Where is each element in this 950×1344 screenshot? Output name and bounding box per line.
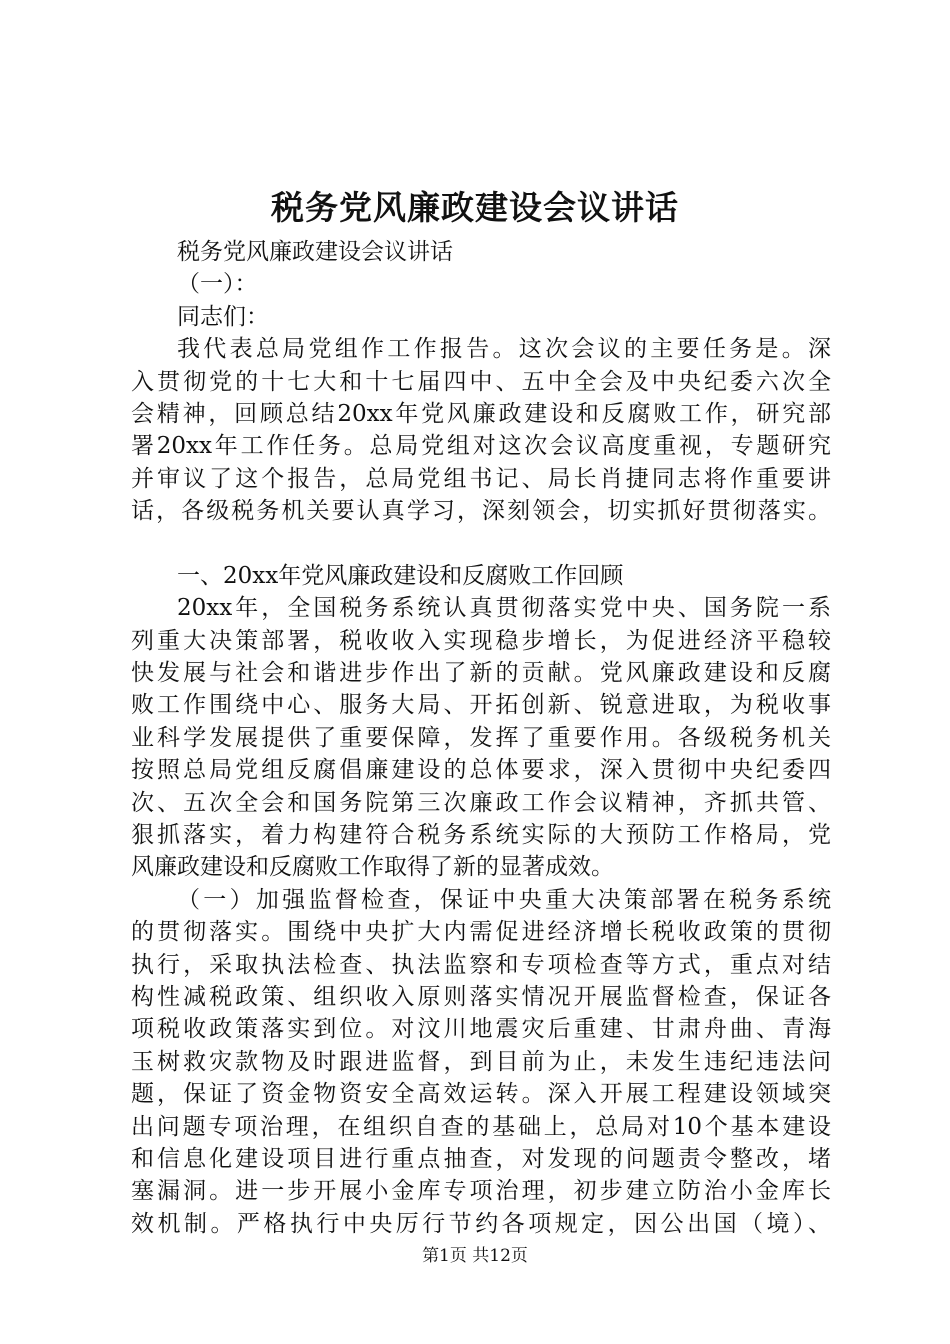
paragraph-line: 玉树救灾款物及时跟进监督，到目前为止，未发生违纪违法问: [131, 1048, 831, 1075]
paragraph-line: 题，保证了资金物资安全高效运转。深入开展工程建设领域突: [131, 1081, 831, 1108]
paragraph-line: 和信息化建设项目进行重点抽查，对发现的问题责令整改，堵: [131, 1145, 831, 1172]
paragraph-line: 20xx年，全国税务系统认真贯彻落实党中央、国务院一系: [177, 595, 831, 622]
paragraph-line: 列重大决策部署，税收收入实现稳步增长，为促进经济平稳较: [131, 627, 831, 654]
blank-line: [131, 528, 831, 560]
paragraph-line: 快发展与社会和谐进步作出了新的贡献。党风廉政建设和反腐: [131, 660, 831, 687]
page-footer: 第1页 共12页: [422, 1246, 528, 1266]
paragraph-line: 会精神，回顾总结20xx年党风廉政建设和反腐败工作，研究部: [131, 400, 831, 427]
subtitle-line: 税务党风廉政建设会议讲话: [177, 239, 453, 265]
paragraph-line: 的贯彻落实。围绕中央扩大内需促进经济增长税收政策的贯彻: [131, 919, 831, 946]
paragraph-line: 业科学发展提供了重要保障，发挥了重要作用。各级税务机关: [131, 724, 831, 751]
paragraph-line: 署20xx年工作任务。总局党组对这次会议高度重视，专题研究: [131, 433, 831, 460]
section-marker-line: （一）：: [177, 271, 258, 298]
document-title: 税务党风廉政建设会议讲话: [271, 188, 679, 227]
section-heading-line: 一、20xx年党风廉政建设和反腐败工作回顾: [177, 562, 624, 589]
paragraph-line: 我代表总局党组作工作报告。这次会议的主要任务是。深: [177, 336, 831, 363]
paragraph-line: （一）加强监督检查，保证中央重大决策部署在税务系统: [177, 886, 831, 913]
paragraph-line: 塞漏洞。进一步开展小金库专项治理，初步建立防治小金库长: [131, 1178, 831, 1205]
paragraph-line: 项税收政策落实到位。对汶川地震灾后重建、甘肃舟曲、青海: [131, 1016, 831, 1043]
paragraph-line: 次、五次全会和国务院第三次廉政工作会议精神，齐抓共管、: [131, 789, 831, 816]
paragraph-line: 效机制。严格执行中央厉行节约各项规定，因公出国（境）、: [131, 1210, 831, 1237]
paragraph-line: 按照总局党组反腐倡廉建设的总体要求，深入贯彻中央纪委四: [131, 757, 831, 784]
paragraph-line: 入贯彻党的十七大和十七届四中、五中全会及中央纪委六次全: [131, 368, 831, 395]
paragraph-line: 败工作围绕中心、服务大局、开拓创新、锐意进取，为税收事: [131, 692, 831, 719]
paragraph-line: 话，各级税务机关要认真学习，深刻领会，切实抓好贯彻落实。: [131, 498, 831, 525]
paragraph-line: 构性减税政策、组织收入原则落实情况开展监督检查，保证各: [131, 983, 831, 1010]
paragraph-line: 执行，采取执法检查、执法监察和专项检查等方式，重点对结: [131, 951, 831, 978]
paragraph-line: 狠抓落实，着力构建符合税务系统实际的大预防工作格局，党: [131, 822, 831, 849]
paragraph-line: 出问题专项治理，在组织自查的基础上，总局对10个基本建设: [131, 1113, 831, 1140]
paragraph-line: 并审议了这个报告，总局党组书记、局长肖捷同志将作重要讲: [131, 465, 831, 492]
salutation-line: 同志们：: [177, 303, 269, 330]
paragraph-line: 风廉政建设和反腐败工作取得了新的显著成效。: [131, 854, 614, 881]
document-body: [131, 236, 831, 1240]
